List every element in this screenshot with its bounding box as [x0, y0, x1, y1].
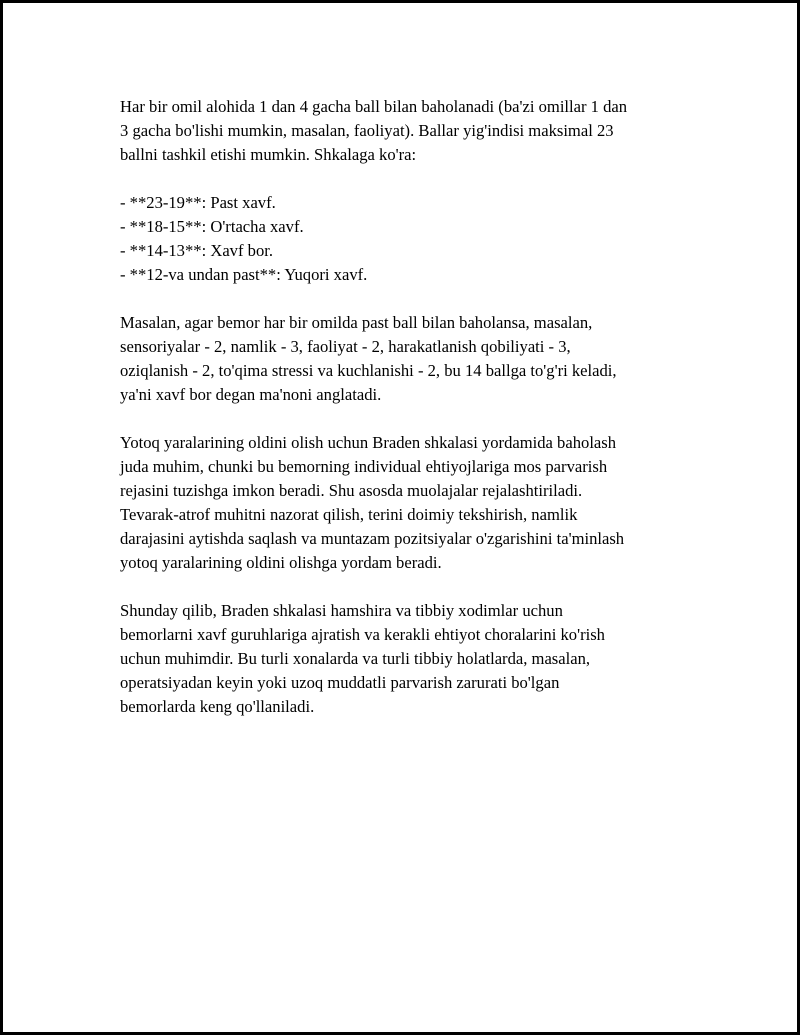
list-item: - **18-15**: O'rtacha xavf.	[120, 217, 304, 236]
text-line: Shunday qilib, Braden shkalasi hamshira va tibbiy xodimlar uchun	[120, 601, 563, 620]
text-line: yotoq yaralarining oldini olishga yordam beradi.	[120, 553, 442, 572]
paragraph-prevention	[120, 431, 700, 575]
paragraph-scoring-intro	[120, 95, 700, 167]
text-line: bemorlarni xavf guruhlariga ajratish va kerakli ehtiyot choralarini ko'rish	[120, 625, 605, 644]
list-item: - **14-13**: Xavf bor.	[120, 241, 274, 260]
text-line: Masalan, agar bemor har bir omilda past ball bilan baholansa, masalan,	[120, 313, 593, 332]
text-line: Har bir omil alohida 1 dan 4 gacha ball bilan baholanadi (ba'zi omillar 1 dan	[120, 97, 628, 116]
list-item: - **23-19**: Past xavf.	[120, 193, 276, 212]
text-line: ballni tashkil etishi mumkin. Shkalaga ko'ra:	[120, 145, 417, 164]
text-line: sensoriyalar - 2, namlik - 3, faoliyat - 2, harakatlanish qobiliyati - 3,	[120, 337, 571, 356]
text-line: operatsiyadan keyin yoki uzoq muddatli parvarish zarurati bo'lgan	[120, 673, 560, 692]
text-line: Tevarak-atrof muhitni nazorat qilish, terini doimiy tekshirish, namlik	[120, 505, 578, 524]
text-line: bemorlarda keng qo'llaniladi.	[120, 697, 315, 716]
paragraph-example	[120, 311, 700, 407]
document-body	[120, 95, 700, 743]
text-line: darajasini aytishda saqlash va muntazam pozitsiyalar o'zgarishini ta'minlash	[120, 529, 625, 548]
text-line: uchun muhimdir. Bu turli xonalarda va turli tibbiy holatlarda, masalan,	[120, 649, 591, 668]
text-line: 3 gacha bo'lishi mumkin, masalan, faoliyat). Ballar yig'indisi maksimal 23	[120, 121, 614, 140]
risk-level-list	[120, 191, 700, 287]
text-line: rejasini tuzishga imkon beradi. Shu asosda muolajalar rejalashtiriladi.	[120, 481, 583, 500]
text-line: Yotoq yaralarining oldini olish uchun Braden shkalasi yordamida baholash	[120, 433, 617, 452]
text-line: juda muhim, chunki bu bemorning individual ehtiyojlariga mos parvarish	[120, 457, 608, 476]
text-line: ya'ni xavf bor degan ma'noni anglatadi.	[120, 385, 382, 404]
text-line: oziqlanish - 2, to'qima stressi va kuchlanishi - 2, bu 14 ballga to'g'ri keladi,	[120, 361, 617, 380]
list-item: - **12-va undan past**: Yuqori xavf.	[120, 265, 368, 284]
paragraph-conclusion	[120, 599, 700, 719]
